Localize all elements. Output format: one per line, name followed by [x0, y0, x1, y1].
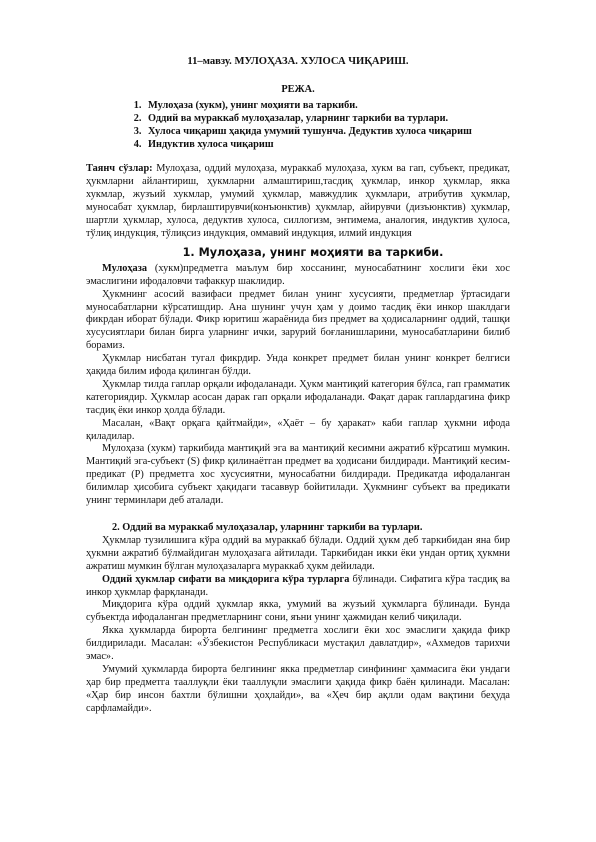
paragraph: Масалан, «Вақт орқага қайтмайди», «Ҳаёт – бу ҳаракат» каби гаплар ҳукмни ифода қиладилар. [86, 417, 510, 442]
plan-item: 1. Мулоҳаза (хукм), унинг моҳияти ва таркиби. [144, 100, 510, 113]
page-title: 11–мавзу. МУЛОҲАЗА. ХУЛОСА ЧИҚАРИШ. [187, 56, 409, 67]
keywords-text: Мулоҳаза, оддий мулоҳаза, мураккаб мулоҳаза, хукм ва гап, субъект, предикат, ҳукмларни айлантириш, ҳукмларни алмаштириш,тасдиқ ҳукмлар, инкор ҳукмлар, якка хукмлар, жузъий хукмлар, умумий ҳукмлар, мавжудлик ҳукмлари, атрибутив ҳукмлар, муносабат ҳукмлар, бирлаштирувчи(конъюнктив) ҳукмлар, айирувчи (дизъюнктив) ҳукмлар, шартли ҳукмлар, хулоса, дедуктив хулоса, силлогизм, энтимема, аналогия, индуктив ҳулоса, тўлиқ индукция, тўлиқсиз индукция, оммавий индукция, илмий индукция [86, 163, 510, 239]
paragraph: Ҳукмлар тузилишига кўра оддий ва мураккаб бўлади. Оддий ҳукм деб таркибидан яна бир ҳукмни ажратиб бўлмайдиган мулоҳазага айтилади. Таркибидан икки ёки ундан ортиқ ҳукмни ажратиш мумкин бўлган мулоҳазаларга мураккаб ҳукм дейилади. [86, 534, 510, 572]
plan-item: 2. Оддий ва мураккаб мулоҳазалар, уларнинг таркиби ва турлари. [144, 113, 510, 126]
paragraph: Умумий ҳукмларда бирорта белгининг якка предметлар синфининг ҳаммасига ёки ундаги ҳар бир предметга тааллуқли ёки тааллуқли эмаслиги ҳақида фикр баён қилинади. Масалан: «Ҳар бир инсон бахтли бўлишни ҳоҳлайди», ва «Ҳеч бир ақлли одам вақтини беҳуда сарфламайди». [86, 663, 510, 714]
section2-heading: 2. Оддий ва мураккаб мулоҳазалар, уларнинг таркиби ва турлари. [112, 522, 423, 533]
section1-heading: 1. Мулоҳаза, унинг моҳияти ва таркиби. [182, 245, 444, 259]
paragraph-text: бўлинади. Сифатига кўра тасдиқ ва инкор ҳукмлар фарқланади. [86, 573, 511, 598]
keywords-label: Таянч сўзлар: [86, 163, 153, 175]
term-bold: Оддий ҳукмлар сифати ва миқдорига кўра турларга [102, 573, 350, 585]
paragraph: Якка ҳукмларда бирорта белгининг предметга хослиги ёки хос эмаслиги ҳақида фикр билдирилади. Масалан: «Ўзбекистон Республикаси мустақил давлатдир», «Ахмедов тарихчи эмас». [86, 625, 510, 663]
paragraph: Ҳукмнинг асосий вазифаси предмет билан унинг хусусияти, предметлар ўртасидаги муносабатларни кўрсатишдир. Ана шунинг учун ҳам у доимо тасдиқ ёки инкор шаклдаги фикрдан иборат бўлади. Фикр юритиш жараёнида биз предмет ва ҳодисаларнинг оддий, ташқи хусусиятлари билан бирга уларнинг ички, зарурий боғланишларини, муносабатларини билиб борамиз. [86, 288, 510, 352]
paragraph: Ҳукмлар тилда гаплар орқали ифодаланади. Ҳукм мантиқий категория бўлса, гап грамматик категориядир. Ҳукмлар асосан дарак гап орқали ифодаланади. Фақат дарак гаплардагина фикр тасдиқ ёки инкор ҳолда бўлади. [86, 378, 510, 416]
plan-item: 4. Индуктив хулоса чиқариш [144, 139, 510, 152]
paragraph: Мулоҳаза (хукм) таркибида мантиқий эга ва мантиқий кесимни ажратиб кўрсатиш мумкин. Мантиқий эга-субъект (S) фикр қилинаётган предмет ва ҳодисани билдиради. Мантиқий кесим-предикат (Р) предметга хос хусусиятни, муносабатни билдиради. Предикатда ифодаланган билимлар ҳисобига субъект ҳақидаги тасаввур бойитилади. Ҳукмнинг субъект ва предикати унинг терминлари деб аталади. [86, 443, 510, 507]
paragraph [86, 574, 510, 600]
plan-list [86, 100, 510, 152]
paragraph: Ҳукмлар нисбатан тугал фикрдир. Унда конкрет предмет билан унинг конкрет белгиси ҳақида билим ифода қилинган бўлди. [86, 353, 510, 378]
term-bold: Мулоҳаза [102, 262, 147, 274]
paragraph: Миқдорига кўра оддий ҳукмлар якка, умумий ва жузъий ҳукмларга бўлинади. Бунда субъектда ифодаланган предметларнинг сони, яъни унинг ҳажмидан келиб чиқилади. [86, 599, 510, 624]
plan-heading: РЕЖА. [281, 83, 315, 95]
plan-item: 3. Хулоса чиқариш ҳақида умумий тушунча. Дедуктив хулоса чиқариш [144, 126, 510, 139]
paragraph-text: (хукм)предметга маълум бир хоссанинг, муносабатнинг хослиги ёки хос эмаслигини ифодаловчи тафаккур шаклидир. [86, 262, 510, 287]
paragraph [86, 263, 510, 289]
keywords-paragraph [86, 163, 510, 240]
